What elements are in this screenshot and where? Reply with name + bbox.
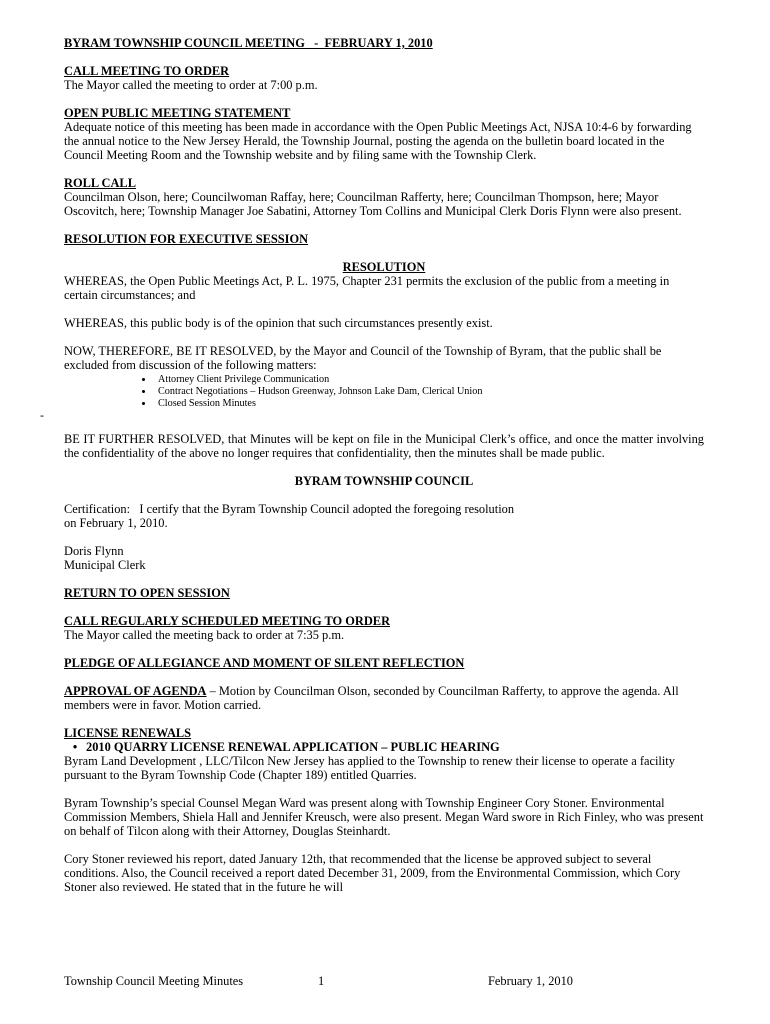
exec-session-heading: RESOLUTION FOR EXECUTIVE SESSION (64, 232, 309, 246)
license-paragraph-2: Byram Township’s special Counsel Megan Ward was present along with Township Engineer Cory Stoner. Environmental Commission Members, Shiela Hall and Jennifer Kreusch, were also present. Megan Ward swore in Rich Finley, who was present on behalf of Tilcon along with their Attorney, Douglas Steinhardt. (64, 796, 704, 838)
open-public-heading: OPEN PUBLIC MEETING STATEMENT (64, 106, 291, 120)
minutes-page (64, 36, 704, 894)
footer-title: Township Council Meeting Minutes (64, 974, 244, 988)
license-paragraph-1: Byram Land Development , LLC/Tilcon New Jersey has applied to the Township to renew their license to operate a facility pursuant to the Byram Township Code (Chapter 189) entitled Quarries. (64, 754, 675, 782)
call-to-order-text: The Mayor called the meeting to order at 7:00 p.m. (64, 78, 318, 92)
further-resolved: BE IT FURTHER RESOLVED, that Minutes will be kept on file in the Municipal Clerk’s office, and once the matter involving the confidentiality of the above no longer requires that confidentiality, then the minutes shall be made public. (64, 432, 704, 460)
pledge-heading: PLEDGE OF ALLEGIANCE AND MOMENT OF SILENT REFLECTION (64, 656, 465, 670)
certification-line-1: Certification: I certify that the Byram Township Council adopted the foregoing resolution (64, 502, 515, 516)
license-heading: LICENSE RENEWALS (64, 726, 192, 740)
license-bullet-text: 2010 QUARRY LICENSE RENEWAL APPLICATION – PUBLIC HEARING (86, 740, 500, 754)
agenda-label: APPROVAL OF AGENDA (64, 684, 207, 698)
stray-mark: - (40, 408, 44, 422)
list-item: • Closed Session Minutes (154, 398, 704, 410)
bullet-icon: • (72, 740, 78, 754)
return-open-heading: RETURN TO OPEN SESSION (64, 586, 230, 600)
list-item: • Contract Negotiations – Hudson Greenway, Johnson Lake Dam, Clerical Union (154, 386, 704, 398)
now-therefore: NOW, THEREFORE, BE IT RESOLVED, by the Mayor and Council of the Township of Byram, that the public shall be excluded from discussion of the following matters: (64, 344, 662, 372)
resolution-title: RESOLUTION (342, 260, 426, 274)
agenda-text: – Motion by Councilman Olson, seconded by Councilman Rafferty, to approve the agenda. All members were in favor. Motion carried. (64, 684, 679, 712)
signer-name: Doris Flynn (64, 544, 124, 558)
regular-meeting-heading: CALL REGULARLY SCHEDULED MEETING TO ORDER (64, 614, 391, 628)
whereas-1: WHEREAS, the Open Public Meetings Act, P. L. 1975, Chapter 231 permits the exclusion of the public from a meeting in certain circumstances; and (64, 274, 670, 302)
regular-meeting-text: The Mayor called the meeting back to order at 7:35 p.m. (64, 628, 345, 642)
list-item: • Attorney Client Privilege Communication (154, 374, 704, 386)
council-name: BYRAM TOWNSHIP COUNCIL (294, 474, 474, 488)
license-bullet (64, 740, 704, 754)
excluded-matters-list (64, 374, 704, 410)
whereas-2: WHEREAS, this public body is of the opinion that such circumstances presently exist. (64, 316, 493, 330)
signer-title: Municipal Clerk (64, 558, 146, 572)
certification-line-2: on February 1, 2010. (64, 516, 168, 530)
open-public-text: Adequate notice of this meeting has been made in accordance with the Open Public Meetings Act, NJSA 10:4-6 by forwarding the annual notice to the New Jersey Herald, the Township Journal, posting the agenda on the bulletin board located in the Council Meeting Room and the Township website and by filing same with the Township Clerk. (64, 120, 692, 162)
agenda-paragraph (64, 684, 704, 712)
roll-call-heading: ROLL CALL (64, 176, 136, 190)
roll-call-text: Councilman Olson, here; Councilwoman Raffay, here; Councilman Rafferty, here; Councilman Thompson, here; Mayor Oscovitch, here; Township Manager Joe Sabatini, Attorney Tom Collins and Municipal Clerk Doris Flynn were also present. (64, 190, 682, 218)
license-paragraph-3: Cory Stoner reviewed his report, dated January 12th, that recommended that the license be approved subject to several conditions. Also, the Council received a report dated December 31, 2009, from the Environmental Commission, which Cory Stoner also reviewed. He stated that in the future he will (64, 852, 681, 894)
call-to-order-heading: CALL MEETING TO ORDER (64, 64, 230, 78)
footer-date: February 1, 2010 (488, 974, 573, 988)
document-title: BYRAM TOWNSHIP COUNCIL MEETING - FEBRUARY 1, 2010 (64, 36, 433, 50)
footer-page-number: 1 (318, 974, 325, 988)
